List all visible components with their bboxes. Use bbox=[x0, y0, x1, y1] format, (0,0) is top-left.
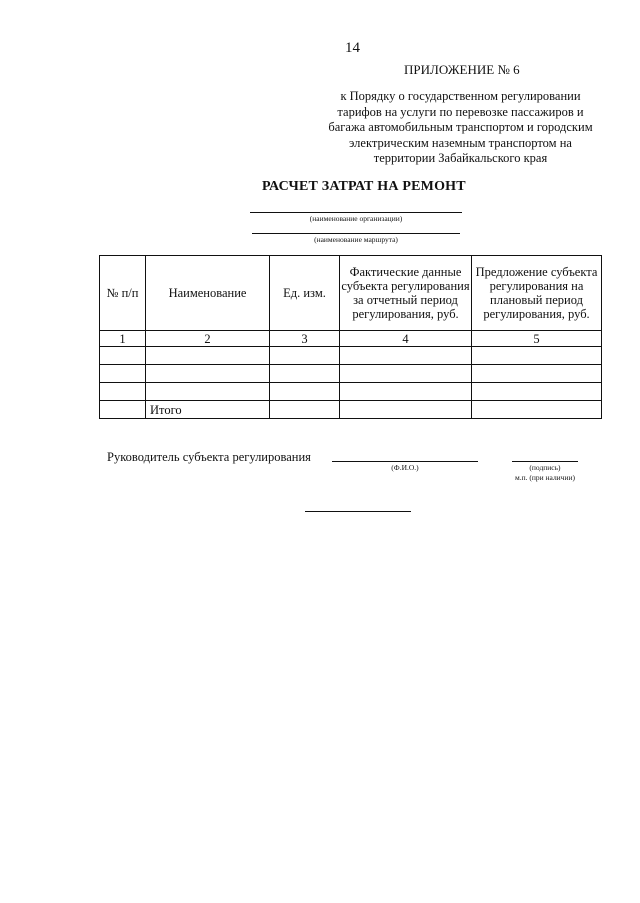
organization-caption: (наименование организации) bbox=[309, 214, 403, 223]
table-cell bbox=[472, 347, 602, 365]
table-header-row bbox=[100, 256, 602, 331]
annex-subtitle-line: к Порядку о государственном регулировании bbox=[340, 89, 581, 103]
table-cell bbox=[340, 347, 472, 365]
table-row bbox=[100, 383, 602, 401]
table-row bbox=[100, 365, 602, 383]
column-number: 1 bbox=[100, 331, 146, 347]
column-number: 5 bbox=[472, 331, 602, 347]
page-number: 14 bbox=[345, 40, 360, 56]
cost-table bbox=[99, 255, 602, 419]
annex-subtitle-line: багажа автомобильным транспортом и городским bbox=[328, 120, 593, 134]
header-name: Наименование bbox=[146, 256, 270, 331]
table-cell bbox=[146, 347, 270, 365]
annex-subtitle-line: тарифов на услуги по перевозке пассажиров и bbox=[337, 104, 584, 119]
table-cell bbox=[146, 365, 270, 383]
table-cell bbox=[100, 383, 146, 401]
table-cell bbox=[100, 347, 146, 365]
table-cell bbox=[472, 401, 602, 419]
annex-title: ПРИЛОЖЕНИЕ № 6 bbox=[404, 62, 520, 77]
signature-line bbox=[512, 461, 578, 462]
table-cell bbox=[100, 365, 146, 383]
route-name-line bbox=[252, 233, 460, 234]
header-unit: Ед. изм. bbox=[270, 256, 340, 331]
route-caption: (наименование маршрута) bbox=[314, 235, 398, 244]
total-row bbox=[100, 401, 602, 419]
document-title: РАСЧЕТ ЗАТРАТ НА РЕМОНТ bbox=[262, 179, 466, 194]
signature-caption: (подпись) bbox=[529, 463, 561, 472]
column-number: 4 bbox=[340, 331, 472, 347]
table-cell bbox=[270, 383, 340, 401]
total-label: Итого bbox=[146, 401, 270, 419]
full-name-caption: (Ф.И.О.) bbox=[391, 463, 419, 472]
table-cell bbox=[340, 365, 472, 383]
column-number: 3 bbox=[270, 331, 340, 347]
annex-subtitle-line: электрическим наземным транспортом на bbox=[349, 135, 572, 150]
column-number: 2 bbox=[146, 331, 270, 347]
header-proposal: Предложение субъекта регулирования на плановый период регулирования, руб. bbox=[472, 256, 602, 331]
annex-subtitle bbox=[318, 89, 603, 167]
table-cell bbox=[146, 383, 270, 401]
signatory-label: Руководитель субъекта регулирования bbox=[107, 450, 311, 464]
table-cell bbox=[340, 383, 472, 401]
table-cell bbox=[472, 365, 602, 383]
column-number-row bbox=[100, 331, 602, 347]
table-cell bbox=[100, 401, 146, 419]
table-row bbox=[100, 347, 602, 365]
header-number: № п/п bbox=[100, 256, 146, 331]
table-cell bbox=[340, 401, 472, 419]
closing-line bbox=[305, 511, 411, 512]
organization-name-line bbox=[250, 212, 462, 213]
header-actual: Фактические данные субъекта регулирования за отчетный период регулирования, руб. bbox=[340, 256, 472, 331]
annex-subtitle-line: территории Забайкальского края bbox=[373, 151, 548, 165]
stamp-caption: м.п. (при наличии) bbox=[515, 473, 575, 482]
table-cell bbox=[270, 401, 340, 419]
table-cell bbox=[472, 383, 602, 401]
table-cell bbox=[270, 347, 340, 365]
table-cell bbox=[270, 365, 340, 383]
full-name-line bbox=[332, 461, 478, 462]
